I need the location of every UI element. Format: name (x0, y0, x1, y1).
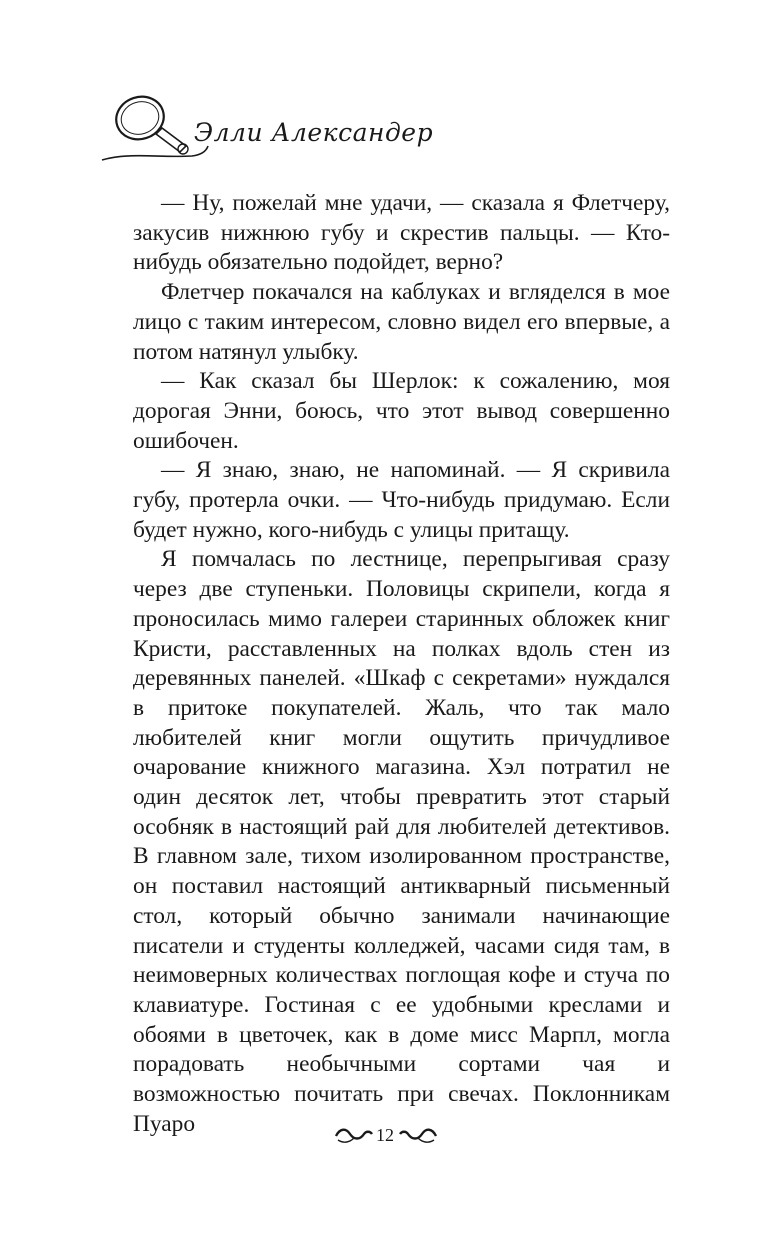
right-scroll-ornament-icon (398, 1124, 438, 1146)
paragraph: — Ну, пожелай мне удачи, — сказала я Флетчеру, закусив нижнюю губу и скрестив пальцы. — Кто-нибудь обязательно подойдет, верно? (133, 190, 670, 276)
paragraph: — Как сказал бы Шерлок: к сожалению, моя дорогая Энни, боюсь, что этот вывод совершенно ошибочен. (133, 368, 670, 454)
author-name: Элли Александер (194, 118, 434, 147)
page-number: 12 (376, 1125, 394, 1145)
body-text (133, 189, 670, 1140)
paragraph: — Я знаю, знаю, не напоминай. — Я скривила губу, протерла очки. — Что-нибудь придумаю. Если будет нужно, кого-нибудь с улицы притащу. (133, 457, 670, 543)
paragraph: Флетчер покачался на каблуках и вгляделся в мое лицо с таким интересом, словно видел его впервые, а потом натянул улыбку. (133, 279, 670, 365)
paragraph: Я помчалась по лестнице, перепрыгивая сразу через две ступеньки. Половицы скрипели, когда я проносилась мимо галереи старинных обложек книг Кристи, расставленных на полках вдоль стен из деревянных панелей. «Шкаф с секретами» нуждался в притоке покупателей. Жаль, что так мало любителей книг могли ощутить причудливое очарование книжного магазина. Хэл потратил не один десяток лет, чтобы превратить этот старый особняк в настоящий рай для любителей детективов. В главном зале, тихом изолированном пространстве, он поставил настоящий антикварный письменный стол, который обычно занимали начинающие писатели и студенты колледжей, часами сидя там, в неимоверных количествах поглощая кофе и стуча по клавиатуре. Гостиная с ее удобными креслами и обоями в цветочек, как в доме мисс Марпл, могла порадовать необычными сортами чая и возможностью почитать при свечах. Поклонникам Пуаро (133, 546, 670, 1137)
page-footer (330, 1120, 440, 1150)
